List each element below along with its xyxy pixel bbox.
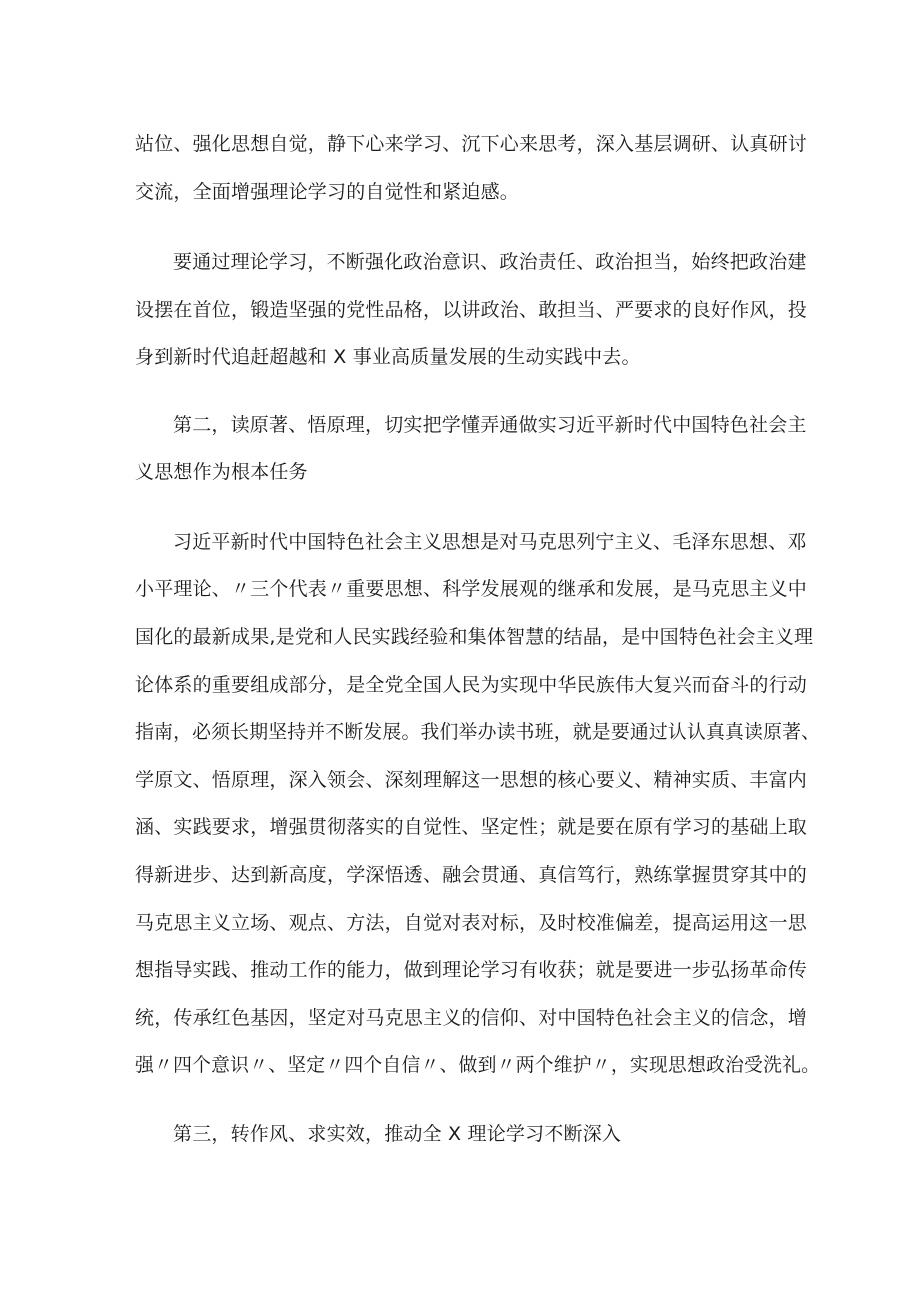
section-heading: 第二，读原著、悟原理，切实把学懂弄通做实习近平新时代中国特色社会主 (173, 414, 807, 436)
paragraph-line: 交流，全面增强理论学习的自觉性和紧迫感。 (135, 181, 520, 203)
paragraph-line: 得新进步、达到新高度，学深悟透、融会贯通、真信笃行，熟练掌握贯穿其中的 (135, 864, 808, 886)
paragraph-line: 要通过理论学习，不断强化政治意识、政治责任、政治担当，始终把政治建 (173, 251, 807, 273)
paragraph-line: 统，传承红色基因，坚定对马克思主义的信仰、对中国特色社会主义的信念，增 (135, 1007, 808, 1029)
paragraph-line: 站位、强化思想自觉，静下心来学习、沉下心来思考，深入基层调研、认真研讨 (135, 133, 808, 155)
paragraph-line: 小平理论、〃三个代表〃重要思想、科学发展观的继承和发展，是马克思主义中 (135, 578, 808, 600)
paragraph-line: 论体系的重要组成部分，是全党全国人民为实现中华民族伟大复兴而奋斗的行动 (135, 674, 808, 696)
section-heading: 第三，转作风、求实效，推动全 X 理论学习不断深入 (173, 1123, 622, 1145)
section-heading: 义思想作为根本任务 (135, 461, 308, 483)
paragraph-line: 涵、实践要求，增强贯彻落实的自觉性、坚定性；就是要在原有学习的基础上取 (135, 816, 808, 838)
paragraph-line: 设摆在首位，锻造坚强的党性品格，以讲政治、敢担当、严要求的良好作风，投 (135, 299, 808, 321)
paragraph-line: 国化的最新成果,是党和人民实践经验和集体智慧的结晶，是中国特色社会主义理 (135, 626, 814, 648)
paragraph-line: 想指导实践、推动工作的能力，做到理论学习有收获；就是要进一步弘扬革命传 (135, 959, 808, 981)
paragraph-line: 学原文、悟原理，深入领会、深刻理解这一思想的核心要义、精神实质、丰富内 (135, 769, 808, 791)
paragraph-line: 指南，必须长期坚持并不断发展。我们举办读书班，就是要通过认认真真读原著、 (135, 721, 821, 743)
paragraph-line: 强〃四个意识〃、坚定〃四个自信〃、做到〃两个维护〃，实现思想政治受洗礼。 (135, 1054, 821, 1076)
paragraph-line: 身到新时代追赶超越和 X 事业高质量发展的生动实践中去。 (135, 346, 641, 368)
paragraph-line: 习近平新时代中国特色社会主义思想是对马克思列宁主义、毛泽东思想、邓 (173, 531, 807, 553)
paragraph-line: 马克思主义立场、观点、方法，自觉对表对标，及时校准偏差，提高运用这一思 (135, 912, 808, 934)
